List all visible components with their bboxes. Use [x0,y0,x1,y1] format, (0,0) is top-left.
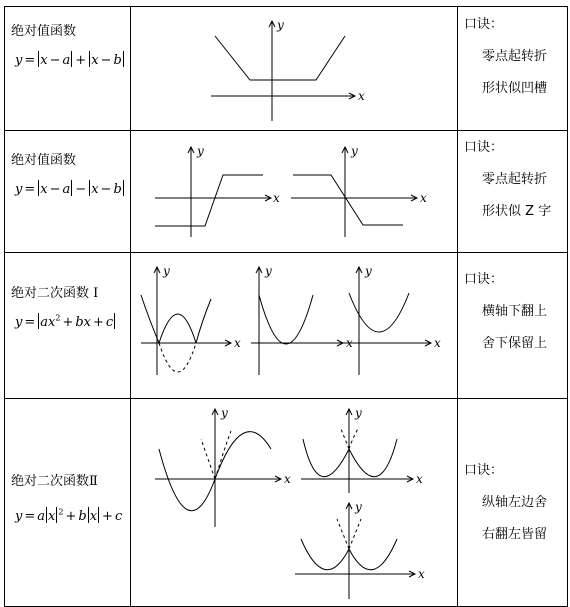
row3-graph [131,253,457,398]
x-axis-label: x [273,191,280,205]
row1-graph [131,7,457,130]
row1-title: 绝对值函数 [11,23,77,39]
y-axis-label: y [221,406,228,420]
row3-title: 绝对二次函数 Ⅰ [11,286,99,301]
mnemonic-label: 口诀： [464,139,504,155]
z-curve-rising [155,175,263,226]
table-row [5,253,568,399]
mnemonic-label: 口诀： [464,462,504,478]
mnemonic-line1: 横轴下翻上 [482,303,548,319]
row4-mnemonic-cell [458,399,568,607]
x-axis-label: x [416,472,423,486]
row2-label-cell [5,131,131,253]
y-axis-label: y [277,18,284,32]
summary-table [4,6,568,607]
trough-curve [215,36,345,80]
row1-graph-cell [131,7,458,131]
row4-numeral: Ⅱ [89,474,98,489]
row1-formula: y = x − a + x − b [15,52,122,68]
row4-graph-cell [131,399,458,607]
x-axis-label: x [284,472,291,486]
x-axis-label: x [434,336,441,350]
y-axis-label: y [163,264,170,278]
symmetric-parabola-left [159,449,215,511]
mnemonic-line1: 零点起转折 [482,48,548,64]
mnemonic-line1: 零点起转折 [482,171,548,187]
raised-parabola [349,293,409,332]
row2-title: 绝对值函数 [11,153,77,168]
y-axis-label: y [197,144,204,158]
y-axis-label: y [265,264,272,278]
row3-formula: $y = ax^2$ + bx + c [15,313,114,330]
row3-mnemonic-cell [458,253,568,399]
mnemonic-line2: 形状似 Z 字 [482,203,552,219]
row2-graph [131,131,457,252]
mnemonic-line2: 舍下保留上 [482,335,548,351]
row3-label-cell [5,253,131,399]
symmetric-parabola-above [303,439,349,477]
y-axis-label: y [355,406,362,420]
y-axis-label: y [365,264,372,278]
y-axis-label: y [351,144,358,158]
discarded-part-dashed [215,431,231,479]
y-axis-label: y [355,500,362,514]
x-axis-label: x [420,191,427,205]
row1-mnemonic-cell [458,7,568,131]
table-row [5,7,568,131]
x-axis-label: x [234,336,241,350]
row3-numeral: Ⅰ [93,286,99,301]
x-axis-label: x [358,89,365,103]
row2-formula: y = x − a − x − b [15,182,122,197]
x-axis-label: x [418,567,425,581]
table-row [5,131,568,253]
row2-mnemonic-cell [458,131,568,253]
folded-parabola [141,295,159,343]
mnemonic-line2: 右翻左皆留 [482,526,548,542]
reflected-part-dashed [159,343,196,372]
row1-label-cell [5,7,131,131]
row3-graph-cell [131,253,458,399]
mnemonic-label: 口诀： [464,271,504,287]
symmetric-parabola-below [301,539,349,570]
mnemonic-line2: 形状似凹槽 [482,80,548,96]
row4-formula: y = a x $^2$ + b x + c [15,507,123,524]
row4-title: 绝对二次函数Ⅱ [11,474,98,489]
row4-graph [131,399,457,606]
z-curve-falling [293,175,403,225]
mnemonic-label: 口诀： [464,16,504,32]
row2-graph-cell [131,131,458,253]
mnemonic-line1: 纵轴左边舍 [482,494,548,510]
table-row [5,399,568,607]
x-axis-label: x [346,336,353,350]
row4-label-cell [5,399,131,607]
tangent-parabola [259,295,313,344]
